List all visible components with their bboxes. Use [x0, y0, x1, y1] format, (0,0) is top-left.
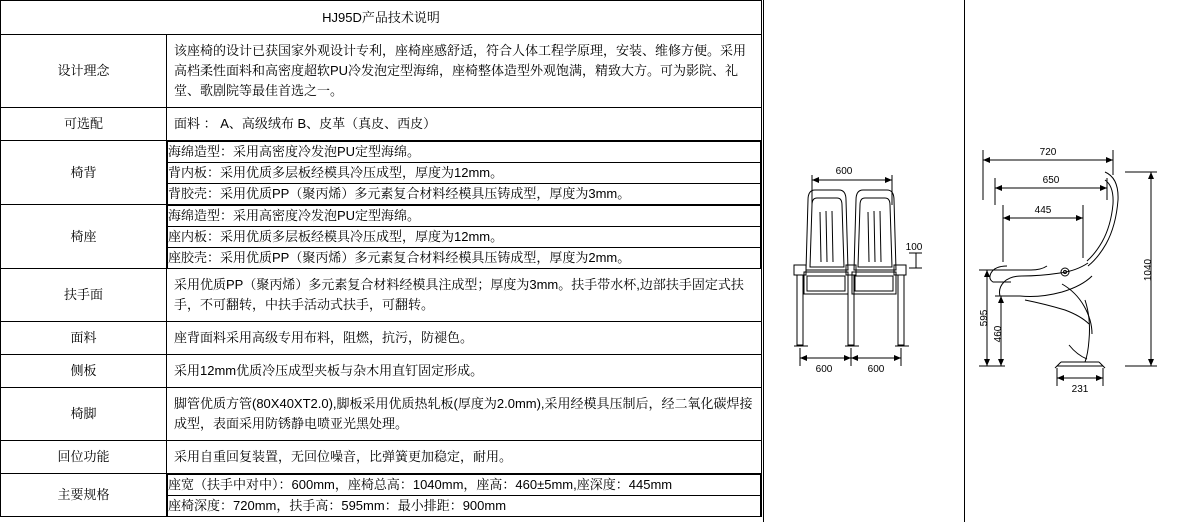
dimension-label: 595	[979, 309, 990, 327]
dimension-label: 650	[1042, 175, 1060, 186]
row-label: 可选配	[1, 108, 167, 141]
row-label: 侧板	[1, 355, 167, 388]
row-value: 座背面料采用高级专用布料，阻燃，抗污，防褪色。	[167, 322, 762, 355]
row-label: 椅座	[1, 205, 167, 269]
nested-line: 背内板：采用优质多层板经模具冷压成型，厚度为12mm。	[168, 163, 761, 184]
dimension-label: 445	[1034, 205, 1052, 216]
dimension-label: 720	[1039, 147, 1057, 158]
row-value: 该座椅的设计已获国家外观设计专利，座椅座感舒适，符合人体工程学原理，安装、维修方便。采用高档柔性面料和高密度超软PU冷发泡定型海绵，座椅整体造型外观饱满，精致大方。可为影院、礼堂、歌剧院等最佳首选之一。	[167, 35, 762, 108]
nested-line: 海绵造型：采用高密度冷发泡PU定型海绵。	[168, 206, 761, 227]
dimension-label: 100	[905, 242, 923, 253]
table-row	[1, 35, 762, 108]
row-value-group	[167, 205, 762, 269]
dimension-label: 600	[867, 364, 885, 375]
row-label: 椅背	[1, 141, 167, 205]
row-label: 扶手面	[1, 269, 167, 322]
row-value-group	[167, 474, 762, 517]
table-row	[1, 388, 762, 441]
nested-line: 座内板：采用优质多层板经模具冷压成型，厚度为12mm。	[168, 227, 761, 248]
row-label: 主要规格	[1, 474, 167, 517]
front-view-drawing	[764, 0, 964, 522]
table-row	[1, 474, 762, 517]
table-row-title	[1, 1, 762, 35]
row-label: 设计理念	[1, 35, 167, 108]
page-title: HJ95D产品技术说明	[1, 1, 762, 35]
row-value: 采用12mm优质冷压成型夹板与杂木用直钉固定形成。	[167, 355, 762, 388]
nested-line: 座椅深度：720mm，扶手高：595mm：最小排距：900mm	[168, 496, 761, 517]
table-row	[1, 441, 762, 474]
dimension-label: 460	[993, 325, 1004, 343]
row-label: 椅脚	[1, 388, 167, 441]
nested-list	[167, 474, 761, 516]
table-row	[1, 141, 762, 205]
table-row	[1, 355, 762, 388]
row-label: 回位功能	[1, 441, 167, 474]
row-value: 面料 ： A、高级绒布 B、皮革（真皮、西皮）	[167, 108, 762, 141]
nested-list	[167, 141, 761, 204]
row-label: 面料	[1, 322, 167, 355]
table-row	[1, 205, 762, 269]
side-view-drawing	[965, 0, 1178, 522]
dimension-label: 600	[835, 166, 853, 177]
dimension-label: 1040	[1143, 258, 1154, 282]
table-row	[1, 322, 762, 355]
table-row	[1, 108, 762, 141]
nested-line: 座宽（扶手中对中）：600mm，座椅总高：1040mm，座高：460±5mm,座深度：445mm	[168, 475, 761, 496]
nested-list	[167, 205, 761, 268]
row-value: 采用自重回复装置，无回位噪音，比弹簧更加稳定，耐用。	[167, 441, 762, 474]
nested-line: 背胶壳：采用优质PP（聚丙烯）多元素复合材料经模具压铸成型，厚度为3mm。	[168, 184, 761, 205]
nested-line: 座胶壳：采用优质PP（聚丙烯）多元素复合材料经模具压铸成型，厚度为2mm。	[168, 248, 761, 269]
technical-drawing-panel	[763, 0, 1178, 522]
dimension-label: 231	[1071, 384, 1089, 395]
row-value: 脚管优质方管(80X40XT2.0),脚板采用优质热轧板(厚度为2.0mm),采用经模具压制后，经二氧化碳焊接成型，表面采用防锈静电喷亚光黑处理。	[167, 388, 762, 441]
row-value: 采用优质PP（聚丙烯）多元素复合材料经模具注成型；厚度为3mm。扶手带水杯,边部扶手固定式扶手，不可翻转，中扶手活动式扶手，可翻转。	[167, 269, 762, 322]
dimension-label: 600	[815, 364, 833, 375]
row-value-group	[167, 141, 762, 205]
nested-line: 海绵造型：采用高密度冷发泡PU定型海绵。	[168, 142, 761, 163]
table-row	[1, 269, 762, 322]
